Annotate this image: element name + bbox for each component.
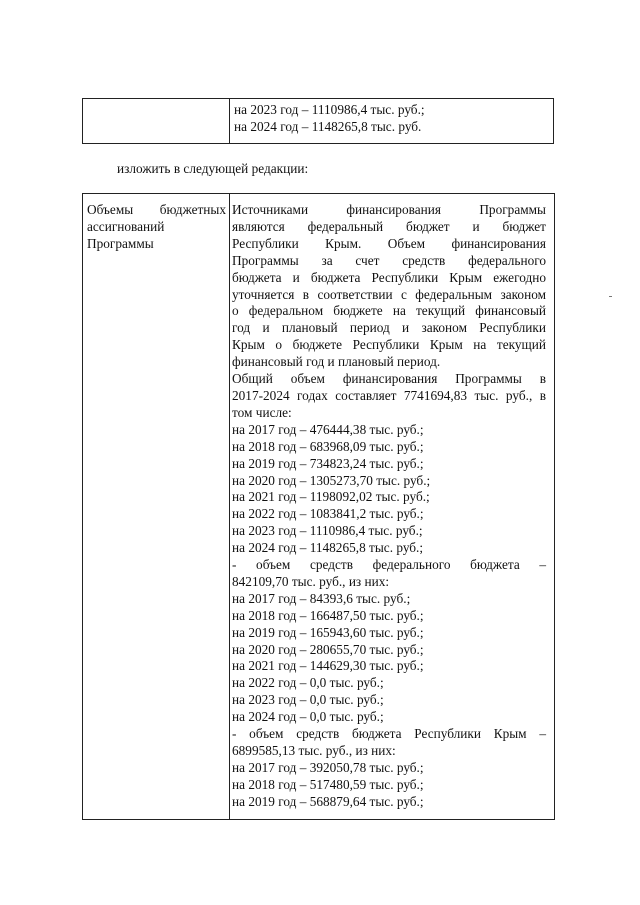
left-label-line: Программы	[87, 235, 154, 251]
year-line: на 2021 год – 144629,30 тыс. руб.;	[232, 658, 424, 674]
main-table-left-cell	[83, 194, 230, 819]
year-line: на 2024 год – 1148265,8 тыс. руб.;	[232, 540, 424, 556]
text-line: год и плановый период и законом Республики	[232, 320, 546, 336]
intro-text: изложить в следующей редакции:	[117, 161, 309, 176]
top-table-right-cell	[230, 99, 425, 143]
year-line: на 2017 год – 392050,78 тыс. руб.;	[232, 759, 424, 775]
year-line: на 2023 год – 1110986,4 тыс. руб.;	[232, 523, 423, 539]
year-line: на 2023 год – 0,0 тыс. руб.;	[232, 692, 384, 708]
year-line: на 2021 год – 1198092,02 тыс. руб.;	[232, 489, 430, 505]
top-table	[82, 98, 554, 144]
text-line: уточняется в соответствии с федеральным законом	[232, 286, 546, 302]
text-line: - объем средств федерального бюджета –	[232, 557, 546, 573]
year-line: на 2024 год – 0,0 тыс. руб.;	[232, 709, 384, 725]
text-line: Программы за счет средств федерального	[232, 252, 546, 268]
top-table-line: на 2023 год – 1110986,4 тыс. руб.;	[234, 102, 425, 117]
text-line: Республики Крым. Объем финансирования	[232, 235, 546, 251]
year-line: на 2020 год – 280655,70 тыс. руб.;	[232, 641, 424, 657]
text-line: 2017-2024 годах составляет 7741694,83 тыс. руб., в	[232, 387, 546, 403]
text-line: являются федеральный бюджет и бюджет	[232, 218, 546, 234]
top-table-line: на 2024 год – 1148265,8 тыс. руб.	[234, 118, 422, 134]
year-line: на 2018 год – 517480,59 тыс. руб.;	[232, 776, 424, 792]
text-line: том числе:	[232, 404, 292, 420]
main-table-right-cell	[230, 194, 549, 819]
text-line: о федеральном бюджете на текущий финансовый	[232, 303, 546, 319]
text-line: бюджета и бюджета Республики Крым ежегодно	[232, 269, 546, 285]
scan-speck	[609, 296, 612, 297]
year-line: на 2022 год – 1083841,2 тыс. руб.;	[232, 506, 424, 522]
year-line: на 2017 год – 84393,6 тыс. руб.;	[232, 590, 411, 606]
text-line: 842109,70 тыс. руб., из них:	[232, 573, 390, 589]
text-line: Общий объем финансирования Программы в	[232, 371, 546, 387]
year-line: на 2018 год – 683968,09 тыс. руб.;	[232, 438, 424, 454]
year-line: на 2019 год – 165943,60 тыс. руб.;	[232, 624, 424, 640]
year-line: на 2017 год – 476444,38 тыс. руб.;	[232, 421, 424, 437]
left-label-line: Объемы бюджетных	[87, 202, 226, 217]
year-line: на 2022 год – 0,0 тыс. руб.;	[232, 675, 384, 691]
text-line: - объем средств бюджета Республики Крым –	[232, 726, 546, 742]
top-table-left-cell	[83, 99, 230, 143]
text-line: финансовый год и плановый период.	[232, 354, 441, 370]
year-line: на 2020 год – 1305273,70 тыс. руб.;	[232, 472, 431, 488]
year-line: на 2019 год – 568879,64 тыс. руб.;	[232, 793, 424, 809]
year-line: на 2019 год – 734823,24 тыс. руб.;	[232, 455, 424, 471]
main-table	[82, 193, 555, 820]
year-line: на 2018 год – 166487,50 тыс. руб.;	[232, 607, 424, 623]
text-line: Источниками финансирования Программы	[232, 202, 546, 217]
text-line: Крым о бюджете Республики Крым на текущий	[232, 337, 546, 353]
left-label-line: ассигнований	[87, 218, 165, 234]
text-line: 6899585,13 тыс. руб., из них:	[232, 743, 396, 758]
